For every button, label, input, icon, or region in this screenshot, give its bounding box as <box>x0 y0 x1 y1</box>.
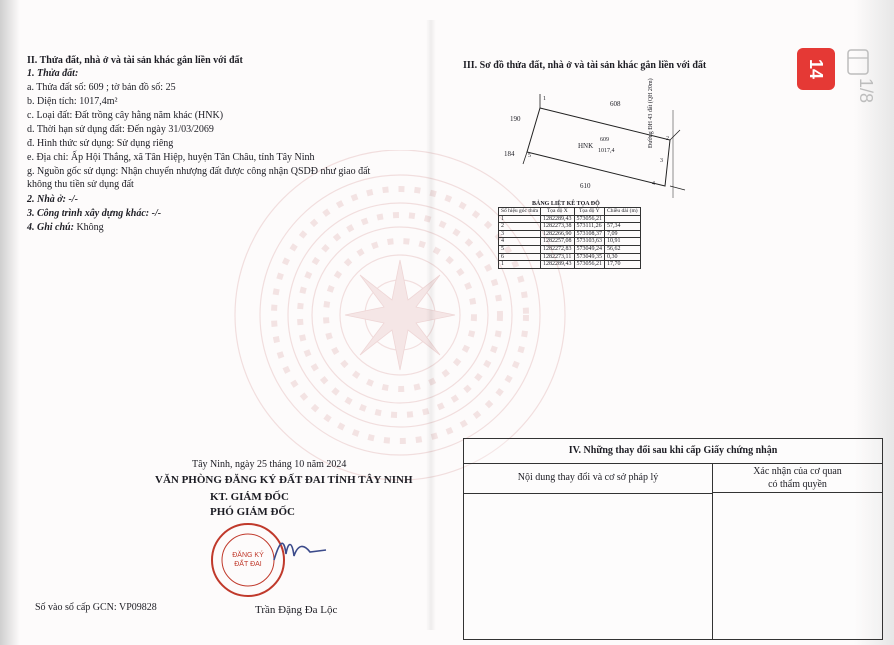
page-fold <box>426 20 436 630</box>
note-line <box>27 222 104 234</box>
changes-divider <box>712 493 713 639</box>
changes-col-confirm <box>713 463 882 493</box>
changes-title: IV. Những thay đổi sau khi cấp Giấy chứng nhận <box>464 439 882 464</box>
coord-cell: 1282257,08 <box>541 238 575 246</box>
vertex-3: 3 <box>660 158 663 164</box>
coord-cell: 56,62 <box>605 245 641 253</box>
coord-cell: 5 <box>499 245 541 253</box>
coord-cell: 573049,35 <box>574 253 605 261</box>
coord-cell: 1282266,90 <box>541 230 575 238</box>
changes-col-content: Nội dung thay đổi và cơ sở pháp lý <box>464 463 713 494</box>
coord-cell: 1282273,38 <box>541 223 575 231</box>
land-title: 1. Thửa đất: <box>27 68 79 79</box>
kt-director: KT. GIÁM ĐỐC <box>210 491 289 503</box>
adjacent-190: 190 <box>510 115 521 123</box>
coord-cell: 57,34 <box>605 223 641 231</box>
coord-cell: 4 <box>499 238 541 246</box>
note-label: 4. Ghi chú: <box>27 222 74 233</box>
coord-header: Tọa độ X <box>541 208 575 216</box>
house-line: 2. Nhà ở: -/- <box>27 194 78 205</box>
term-line: d. Thời hạn sử dụng đất: Đến ngày 31/03/2069 <box>27 124 214 135</box>
coord-cell: 573049,24 <box>574 245 605 253</box>
coord-row <box>499 215 641 223</box>
coord-cell: 573108,37 <box>574 230 605 238</box>
section3-title: III. Sơ đồ thửa đất, nhà ở và tài sản khác gắn liền với đất <box>463 60 707 71</box>
construction-line: 3. Công trình xây dựng khác: -/- <box>27 208 162 219</box>
vertex-5: 5 <box>528 153 531 159</box>
changes-col-confirm-line2: có thẩm quyền <box>768 479 827 490</box>
note-value: Không <box>76 222 104 233</box>
coord-header: Số hiệu góc thửa <box>499 208 541 216</box>
origin-line-1: g. Nguồn gốc sử dụng: Nhận chuyển nhượng đất được công nhận QSDĐ như giao đất <box>27 166 371 177</box>
land-code: HNK <box>578 142 594 150</box>
coord-cell: 2 <box>499 223 541 231</box>
svg-text:ĐĂNG KÝ: ĐĂNG KÝ <box>232 552 264 559</box>
coord-cell <box>605 215 641 223</box>
coord-cell: 1282289,43 <box>541 261 575 269</box>
changes-table <box>463 438 883 640</box>
coord-cell: 3 <box>499 230 541 238</box>
coord-row <box>499 238 641 246</box>
signer-name: Trần Đặng Đa Lộc <box>255 604 338 616</box>
address-line: e. Địa chỉ: Ấp Hội Thắng, xã Tân Hiệp, huyện Tân Châu, tỉnh Tây Ninh <box>27 152 315 163</box>
coord-cell: 17,70 <box>605 261 641 269</box>
notification-badge[interactable]: 14 <box>797 48 835 90</box>
changes-col-confirm-line1: Xác nhận của cơ quan <box>753 466 842 477</box>
road-label: Đường ĐH 43 đất (QH 20m) <box>648 78 654 148</box>
coord-cell: 573056,21 <box>574 215 605 223</box>
coord-cell: 0,30 <box>605 253 641 261</box>
coord-cell: 573056,21 <box>574 261 605 269</box>
coord-cell: 573111,26 <box>574 223 605 231</box>
area-line: b. Diện tích: 1017,4m² <box>27 96 118 107</box>
vertex-1: 1 <box>543 96 546 102</box>
parcel-area: 1017,4 <box>598 148 615 154</box>
vertex-2: 2 <box>666 136 669 142</box>
coord-cell: 1 <box>499 215 541 223</box>
coord-cell: 1282273,11 <box>541 253 575 261</box>
parcel-line: a. Thửa đất số: 609 ; tờ bản đồ số: 25 <box>27 82 176 93</box>
deputy-director: PHÓ GIÁM ĐỐC <box>210 506 295 518</box>
origin-line-2: không thu tiền sử dụng đất <box>27 179 134 190</box>
coord-cell: 10,91 <box>605 238 641 246</box>
coord-row <box>499 230 641 238</box>
adjacent-608: 608 <box>610 100 621 108</box>
coord-cell: 1 <box>499 261 541 269</box>
coord-header: Chiều dài (m) <box>605 208 641 216</box>
registry-number: Số vào sổ cấp GCN: VP09828 <box>35 602 157 613</box>
coord-table-title: BẢNG LIỆT KÊ TỌA ĐỘ <box>532 201 600 207</box>
svg-text:ĐẤT ĐAI: ĐẤT ĐAI <box>234 561 262 568</box>
coord-cell: 1282289,43 <box>541 215 575 223</box>
page-counter: 1/8 <box>856 78 876 104</box>
coord-header: Tọa độ Y <box>574 208 605 216</box>
date-line: Tây Ninh, ngày 25 tháng 10 năm 2024 <box>192 459 347 470</box>
land-type-line: c. Loại đất: Đất trồng cây hằng năm khác (HNK) <box>27 110 224 121</box>
usage-form-line: đ. Hình thức sử dụng: Sử dụng riêng <box>27 138 174 149</box>
coord-row <box>499 253 641 261</box>
office-name: VĂN PHÒNG ĐĂNG KÝ ĐẤT ĐAI TỈNH TÂY NINH <box>155 474 413 486</box>
coord-cell: 7,09 <box>605 230 641 238</box>
coord-row <box>499 223 641 231</box>
adjacent-610: 610 <box>580 182 591 190</box>
coord-row <box>499 261 641 269</box>
section2-title: II. Thửa đất, nhà ở và tài sản khác gắn liền với đất <box>27 55 243 66</box>
vertex-4: 4 <box>652 181 655 187</box>
coord-row <box>499 245 641 253</box>
adjacent-184: 184 <box>504 150 515 158</box>
left-edge-shadow <box>0 0 20 645</box>
coord-cell: 1282272,83 <box>541 245 575 253</box>
coord-cell: 6 <box>499 253 541 261</box>
coordinate-table <box>498 207 641 269</box>
signature <box>270 530 330 570</box>
parcel-number: 609 <box>600 137 609 143</box>
coord-cell: 573103,63 <box>574 238 605 246</box>
